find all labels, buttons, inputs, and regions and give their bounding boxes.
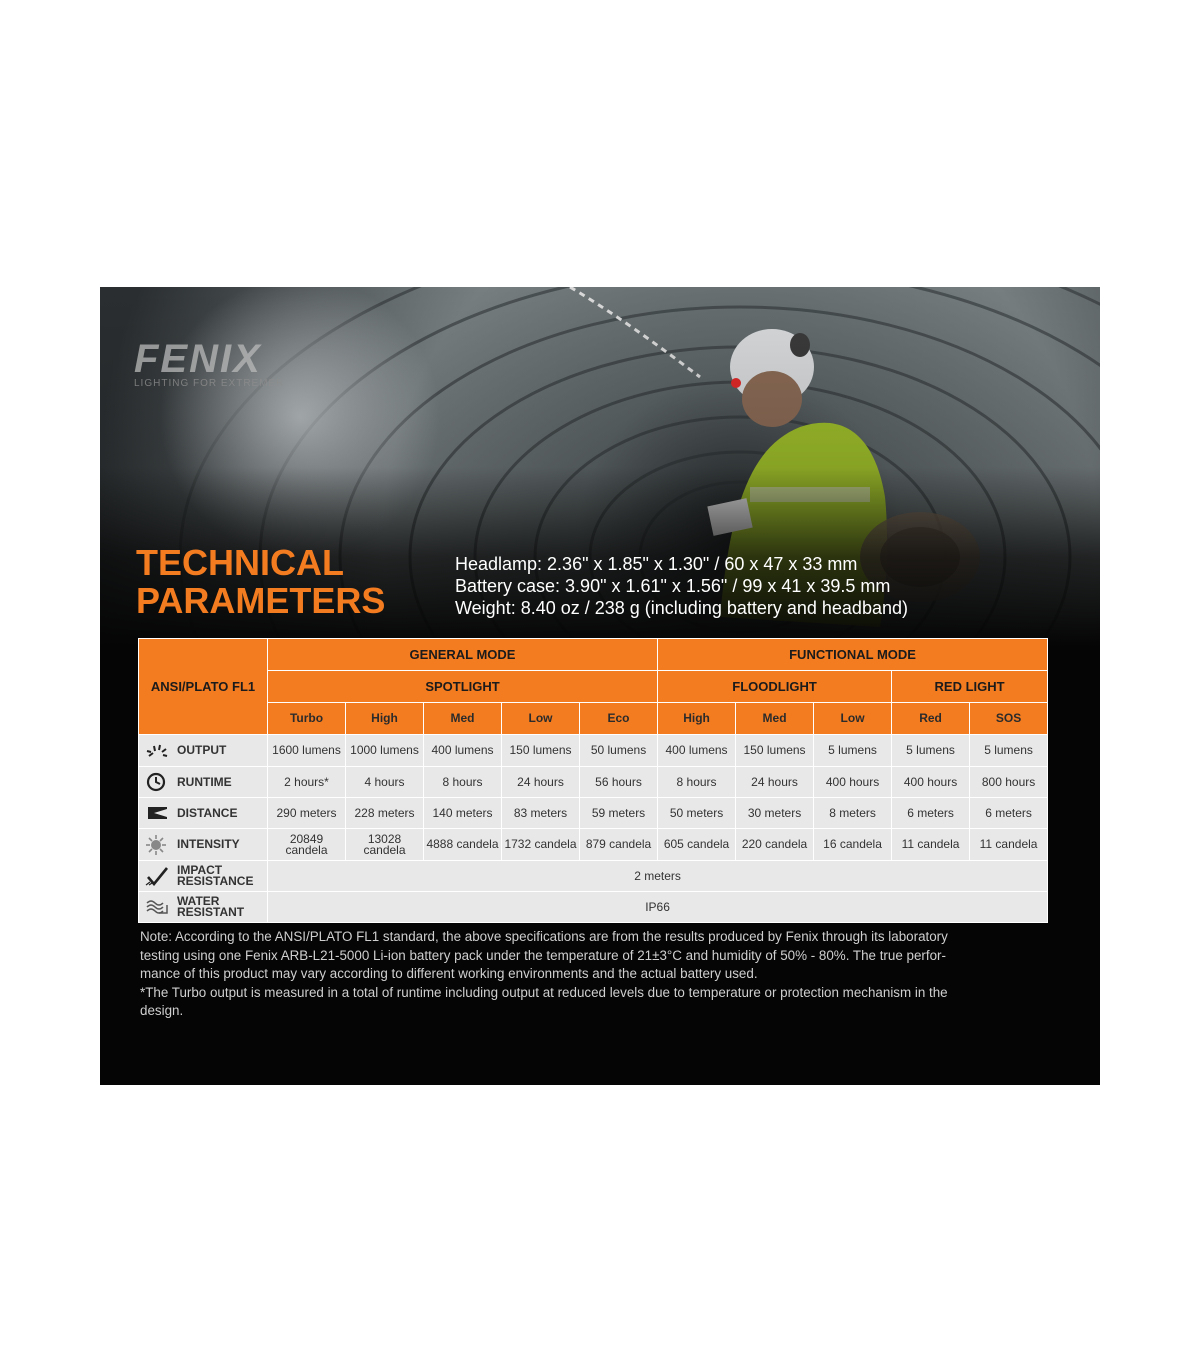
dimensions-block	[455, 553, 908, 619]
row-label	[139, 735, 268, 767]
table-cell: 800 hours	[970, 767, 1048, 798]
red-light-header: RED LIGHT	[892, 671, 1048, 703]
table-cell: 83 meters	[502, 798, 580, 829]
water-value: IP66	[268, 892, 1048, 923]
mode-header: Low	[502, 703, 580, 735]
table-row	[139, 735, 1048, 767]
table-cell: 605 candela	[658, 829, 736, 861]
table-cell: 4888 candela	[424, 829, 502, 861]
battery-case-dimensions: Battery case: 3.90" x 1.61" x 1.56" / 99 x 41 x 39.5 mm	[455, 576, 891, 596]
row-label	[139, 829, 268, 861]
footnote-line: Note: According to the ANSI/PLATO FL1 standard, the above specifications are from the results produced by Fenix through its laboratory	[140, 929, 948, 944]
table-cell: 8 hours	[424, 767, 502, 798]
table-cell: 228 meters	[346, 798, 424, 829]
table-cell: 50 lumens	[580, 735, 658, 767]
headlamp-dimensions: Headlamp: 2.36" x 1.85" x 1.30" / 60 x 47 x 33 mm	[455, 554, 858, 574]
row-label	[139, 798, 268, 829]
footnote-line: *The Turbo output is measured in a total of runtime including output at reduced levels due to temperature or protection mechanism in the	[140, 984, 948, 1000]
table-cell: 6 meters	[892, 798, 970, 829]
table-row	[139, 861, 1048, 892]
impact-icon	[145, 866, 171, 886]
table-cell: 5 lumens	[970, 735, 1048, 767]
floodlight-header: FLOODLIGHT	[658, 671, 892, 703]
table-cell: 1600 lumens	[268, 735, 346, 767]
distance-label: DISTANCE	[177, 805, 238, 820]
row-label	[139, 767, 268, 798]
water-label-line-1: WATER	[177, 894, 220, 908]
table-cell: 24 hours	[736, 767, 814, 798]
footnote	[140, 928, 1060, 1021]
footnote-line: mance of this product may vary according to different working environments and the actual battery used.	[140, 966, 758, 981]
sun-icon	[145, 835, 171, 855]
table-cell: 24 hours	[502, 767, 580, 798]
runtime-label: RUNTIME	[177, 774, 232, 789]
mode-header: Red	[892, 703, 970, 735]
intensity-label: INTENSITY	[177, 837, 240, 851]
table-cell: 20849 candela	[268, 829, 346, 861]
table-cell: 400 lumens	[658, 735, 736, 767]
table-cell: 1000 lumens	[346, 735, 424, 767]
water-label-line-2: RESISTANT	[177, 905, 245, 919]
table-cell: 5 lumens	[892, 735, 970, 767]
mode-header: High	[346, 703, 424, 735]
mode-header: SOS	[970, 703, 1048, 735]
table-row	[139, 798, 1048, 829]
table-cell: 11 candela	[970, 829, 1048, 861]
mode-header: Med	[736, 703, 814, 735]
spec-poster	[100, 287, 1100, 1085]
table-cell: 140 meters	[424, 798, 502, 829]
table-cell: 56 hours	[580, 767, 658, 798]
table-cell: 5 lumens	[814, 735, 892, 767]
brand-logo	[134, 337, 284, 389]
functional-mode-header: FUNCTIONAL MODE	[658, 639, 1048, 671]
water-icon	[145, 897, 171, 917]
brand-tagline: LIGHTING FOR EXTREMER	[134, 378, 285, 389]
table-cell: 290 meters	[268, 798, 346, 829]
table-cell: 30 meters	[736, 798, 814, 829]
table-cell: 4 hours	[346, 767, 424, 798]
table-cell: 400 hours	[892, 767, 970, 798]
footnote-line: design.	[140, 1003, 184, 1018]
spec-table	[138, 638, 1048, 923]
mode-header: Eco	[580, 703, 658, 735]
impact-label-line-1: IMPACT	[177, 863, 223, 877]
impact-value: 2 meters	[268, 861, 1048, 892]
brand-name: FENIX	[134, 337, 262, 381]
burst-icon	[145, 743, 171, 759]
mode-header: Turbo	[268, 703, 346, 735]
table-cell: 11 candela	[892, 829, 970, 861]
table-cell: 150 lumens	[502, 735, 580, 767]
table-cell: 50 meters	[658, 798, 736, 829]
clock-icon	[145, 772, 171, 792]
table-cell: 8 hours	[658, 767, 736, 798]
table-row	[139, 829, 1048, 861]
water-label	[177, 896, 244, 918]
general-mode-header: GENERAL MODE	[268, 639, 658, 671]
table-cell: 400 lumens	[424, 735, 502, 767]
mode-header: Med	[424, 703, 502, 735]
table-cell: 1732 candela	[502, 829, 580, 861]
footnote-line: testing using one Fenix ARB-L21-5000 Li-ion battery pack under the temperature of 21±3°C and humidity of 50% - 80%. The true perfor-	[140, 947, 946, 963]
spotlight-header: SPOTLIGHT	[268, 671, 658, 703]
table-cell: 59 meters	[580, 798, 658, 829]
row-label	[139, 892, 268, 923]
table-cell: 8 meters	[814, 798, 892, 829]
beam-icon	[145, 805, 171, 821]
table-cell: 150 lumens	[736, 735, 814, 767]
table-cell: 16 candela	[814, 829, 892, 861]
title-line-2: PARAMETERS	[136, 580, 386, 621]
output-label: OUTPUT	[177, 743, 227, 757]
table-cell: 13028 candela	[346, 829, 424, 861]
table-cell: 879 candela	[580, 829, 658, 861]
page-title	[136, 544, 385, 620]
table-row	[139, 892, 1048, 923]
weight: Weight: 8.40 oz / 238 g (including battery and headband)	[455, 598, 908, 618]
table-cell: 220 candela	[736, 829, 814, 861]
mode-header: Low	[814, 703, 892, 735]
row-label	[139, 861, 268, 892]
impact-label	[177, 865, 253, 887]
table-row	[139, 767, 1048, 798]
table-cell: 6 meters	[970, 798, 1048, 829]
table-cell: 2 hours*	[268, 767, 346, 798]
table-cell: 400 hours	[814, 767, 892, 798]
title-line-1: TECHNICAL	[136, 542, 344, 583]
standard-header: ANSI/PLATO FL1	[139, 639, 268, 735]
mode-header: High	[658, 703, 736, 735]
impact-label-line-2: RESISTANCE	[177, 874, 254, 888]
